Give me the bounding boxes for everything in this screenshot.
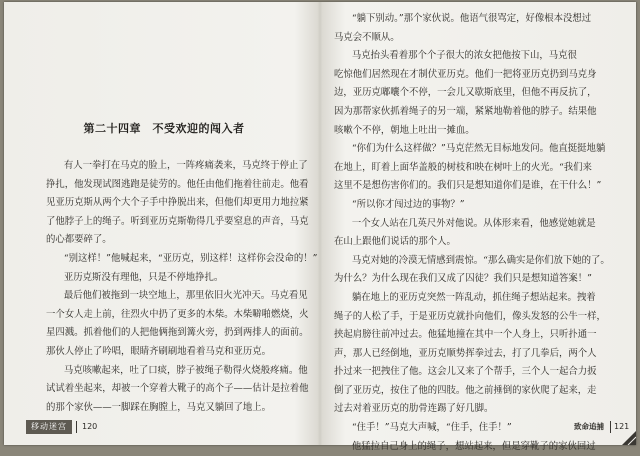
text-line: 扑过来一把拽住了他。这会儿又来了个帮手，三个人一起合力扳 xyxy=(334,366,597,378)
text-line: 星四溅。抓着他们的人把他俩拖到篝火旁，扔到两排人的面前。 xyxy=(46,327,309,339)
right-page-body xyxy=(334,10,622,456)
text-line: 一个女人站在几英尺外对他说。从体形来看，他感觉她就是 xyxy=(351,217,596,229)
footer-running-head: 致命追捕 xyxy=(574,422,604,431)
text-line: 马克抬头看着那个个子很大的浓女把他按下山，马克很 xyxy=(351,50,577,62)
text-line: 马克咳嗽起来，吐了口痰，脖子被绳子勒得火烧般疼痛。他 xyxy=(63,364,308,376)
text-line: 亚历克斯没有理他，只是不停地挣扎。 xyxy=(63,271,224,283)
text-line: 马克会不顺从。 xyxy=(334,31,400,43)
text-line: 在山上跟他们说话的那个人。 xyxy=(334,236,456,248)
text-line: “别这样！”他喊起来，“亚历克，别这样！这样你会没命的！” xyxy=(63,252,318,264)
book-spread xyxy=(4,2,636,452)
chapter-title: 第二十四章 不受欢迎的闯入者 xyxy=(83,122,245,135)
page-number-left: 120 xyxy=(82,422,98,431)
text-line: 见亚历克斯从两个大个子手中挣脱出来，但他们却更用力地拉紧 xyxy=(46,197,309,209)
right-page xyxy=(322,2,636,452)
text-line: 倒了亚历克，按住了他的四肢。他之前捶倒的家伙爬了起来，走 xyxy=(334,384,597,396)
text-line: 躺在地上的亚历克突然一阵乱动，抓住绳子想站起来。拽着 xyxy=(351,291,596,303)
text-line: 挟起肩膀往前冲过去。他猛地撞在其中一个人身上，只听扑通一 xyxy=(334,329,597,341)
text-line: 一个女人走上前，往烈火中扔了更多的木柴。木柴噼啪燃烧，火 xyxy=(46,308,309,320)
text-line: “住手！”马克大声喊，“住手，住手！” xyxy=(351,422,512,434)
text-line: 挣扎，他发现试图逃跑是徒劳的。他任由他们拖着往前走。他看 xyxy=(46,178,309,190)
corner-ornament-icon xyxy=(618,427,636,445)
left-page xyxy=(4,2,318,445)
page-number-right: 121 xyxy=(614,422,630,431)
text-line: “躺下别动。”那个家伙说。他语气很骂定，好像根本没想过 xyxy=(351,13,592,24)
text-line: 绳子的人松了手，于是亚历克就扑向他们，像头发怒的公牛一样， xyxy=(334,310,606,322)
text-line: 声，那人已经倒地，亚历克顺势挥拳过去，打了几拳后，两个人 xyxy=(334,347,597,359)
text-line: 为什么？为什么现在我们又成了囚徒？我们只是想知道答案！” xyxy=(334,273,592,285)
footer-book-title: 移动迷宫 xyxy=(26,420,72,434)
text-line: “你们为什么这样做？”马克茫然无目标地发问。他直挺挺地躺 xyxy=(351,143,606,155)
text-line: 的那个家伙——一脚踩在胸膛上，马克又躺回了地上。 xyxy=(46,401,272,413)
left-page-body xyxy=(46,157,318,417)
text-line: 过去对着亚历克的肋骨连踢了好几脚。 xyxy=(334,403,494,415)
text-line: 他猛拉自己身上的绳子，想站起来，但是穿靴子的家伙回过 xyxy=(351,440,596,452)
text-line: 马克对她的冷漠无情感到震惊。“那么确实是你们放下她的了。 xyxy=(351,254,610,266)
text-line: 最后他们被拖到一块空地上，那里依旧火光冲天。马克看见 xyxy=(63,290,308,302)
text-line: 试试着坐起来，却被一个穿着大靴子的高个子——估计是拉着他 xyxy=(46,383,309,395)
text-line: 那伙人停止了吟唱，眼睛齐刷刷地看着马克和亚历克。 xyxy=(46,345,272,357)
text-line: 在地上，盯着上面华盖般的树枝和映在树叶上的火光。“我们来 xyxy=(334,161,592,173)
text-line: 了他脖子上的绳子。听到亚历克斯勒得几乎要窒息的声音，马克 xyxy=(46,215,309,227)
text-line: 的心都要碎了。 xyxy=(46,234,112,246)
text-line: 咳嗽个不停，朝地上吐出一摊血。 xyxy=(334,124,475,136)
text-line: 吃惊他们居然现在才制伏亚历克。他们一把将亚历克扔到马克身 xyxy=(334,68,597,80)
footer-divider xyxy=(610,421,611,433)
footer-divider xyxy=(76,421,77,433)
text-line: 边，亚历克嘟囔个不停，一会儿又歇斯底里，但他不再反抗了， xyxy=(334,87,597,99)
text-line: 因为那帮家伙抓着绳子的另一端，紧紧地勒着他的脖子。结果他 xyxy=(334,105,597,117)
text-line: 有人一拳打在马克的脸上，一阵疼痛袭来，马克终于停止了 xyxy=(63,160,308,171)
text-line: “所以你才闯过边的事物？” xyxy=(351,198,465,210)
left-page-footer xyxy=(26,420,156,436)
text-line: 这里不是想伤害你们的。我们只是想知道你们是谁，在干什么！” xyxy=(334,180,602,192)
